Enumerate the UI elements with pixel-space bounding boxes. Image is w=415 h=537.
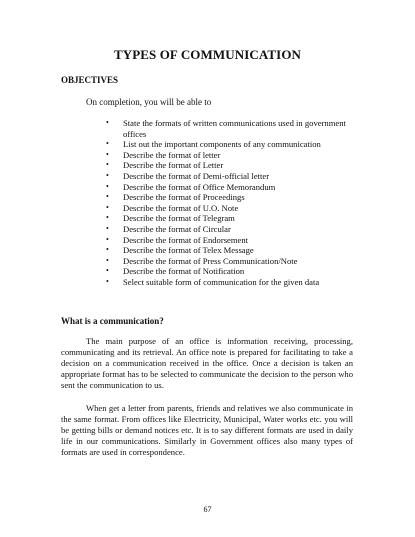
paragraph-text: When get a letter from parents, friends and relatives we also communicate in the same format. From offices like Electricity, Municipal, Water works etc. you will be getting bills or demand notices etc. It is to say different formats are used in daily life in our communications. Similarly in Government offices also many types of formats are used in correspondence.: [61, 403, 353, 457]
list-item-text: Describe the format of Office Memorandum: [123, 181, 276, 192]
list-item: [106, 266, 356, 277]
list-item: [106, 203, 356, 214]
list-item-text: Describe the format of Endorsement: [123, 234, 249, 245]
bullet-icon: •: [106, 192, 109, 202]
bullet-icon: •: [106, 234, 109, 244]
list-item: [106, 150, 356, 161]
bullet-icon: •: [106, 118, 109, 127]
list-item-text: Describe the format of Letter: [123, 160, 224, 171]
list-item-text: Describe the format of Telex Message: [123, 245, 254, 256]
paragraph-text: The main purpose of an office is information receiving, processing, communicating and its retrieval. An office note is prepared for facilitating to take a decision on a communication received in the office. Once a decision is taken an appropriate format has to be selected to communicate the decision to the person who sent the communication to us.: [61, 336, 353, 390]
objectives-heading: OBJECTIVES: [61, 75, 119, 85]
bullet-icon: •: [106, 139, 109, 149]
objectives-intro: On completion, you will be able to: [86, 97, 212, 107]
list-item: [106, 160, 356, 171]
bullet-icon: •: [106, 223, 109, 233]
list-item: [106, 171, 356, 182]
body-paragraph: [61, 336, 353, 391]
objectives-list: [106, 118, 356, 288]
body-paragraph: [61, 403, 353, 458]
list-item-text: Describe the format of Telegram: [123, 213, 235, 224]
bullet-icon: •: [106, 213, 109, 223]
bullet-icon: •: [106, 202, 109, 212]
bullet-icon: •: [106, 181, 109, 191]
list-item: [106, 277, 356, 288]
list-item-text: Describe the format of letter: [123, 149, 221, 160]
bullet-icon: •: [106, 245, 109, 255]
list-item: [106, 139, 356, 150]
list-item: [106, 224, 356, 235]
bullet-icon: •: [106, 266, 109, 276]
list-item-text: Select suitable form of communication for the given data: [123, 276, 320, 287]
list-item-text: Describe the format of U.O. Note: [123, 202, 239, 213]
list-item-text: Describe the format of Notification: [123, 266, 245, 277]
list-item-text: List out the important components of any communication: [123, 139, 321, 150]
list-item: [106, 182, 356, 193]
bullet-icon: •: [106, 255, 109, 265]
list-item: [106, 192, 356, 203]
list-item-text: Describe the format of Proceedings: [123, 192, 245, 203]
section-heading: What is a communication?: [61, 316, 164, 326]
page-number: 67: [203, 505, 212, 514]
list-item-text: Describe the format of Circular: [123, 223, 231, 234]
list-item: [106, 235, 356, 246]
bullet-icon: •: [106, 160, 109, 170]
list-item: [106, 213, 356, 224]
bullet-icon: •: [106, 149, 109, 159]
bullet-icon: •: [106, 170, 109, 180]
bullet-icon: •: [106, 276, 109, 286]
page-title: TYPES OF COMMUNICATION: [113, 47, 302, 62]
list-item: [106, 256, 356, 267]
list-item: [106, 245, 356, 256]
list-item: [106, 118, 356, 139]
list-item-text: State the formats of written communications used in government offices: [123, 118, 346, 139]
list-item-text: Describe the format of Demi-official letter: [123, 170, 270, 181]
list-item-text: Describe the format of Press Communication/Note: [123, 255, 298, 266]
